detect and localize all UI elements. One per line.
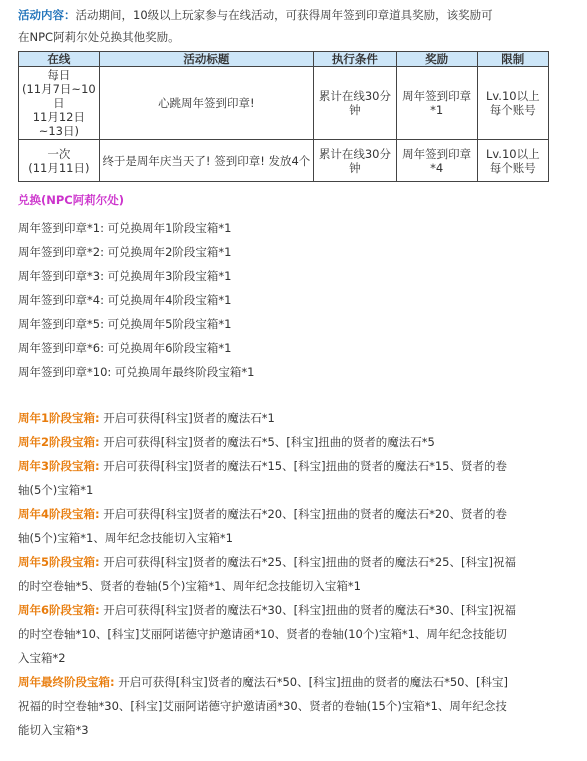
chest-name: 周年3阶段宝箱: — [18, 459, 100, 473]
intro-paragraph — [18, 4, 558, 48]
table-row — [19, 140, 549, 182]
chest-name: 周年1阶段宝箱: — [18, 411, 100, 425]
chest-name: 周年2阶段宝箱: — [18, 435, 100, 449]
chest-name: 周年6阶段宝箱: — [18, 603, 100, 617]
chest-desc: 开启可获得[科宝]贤者的魔法石*25、[科宝]扭曲的贤者的魔法石*25、[科宝]祝福的时空卷轴*5、贤者的卷轴(5个)宝箱*1、周年纪念技能切入宝箱*1 — [18, 555, 516, 593]
chest-desc: 开启可获得[科宝]贤者的魔法石*15、[科宝]扭曲的贤者的魔法石*15、贤者的卷轴(5个)宝箱*1 — [18, 459, 507, 497]
col-header-condition: 执行条件 — [314, 52, 397, 67]
exchange-title: 兑换(NPC阿莉尔处) — [18, 193, 125, 207]
chest-entry — [18, 454, 518, 502]
col-header-limit: 限制 — [477, 52, 548, 67]
cell-condition: 累计在线30分钟 — [314, 67, 397, 140]
cell-online: 每日 (11月7日~10日 11月12日~13日) — [19, 67, 100, 140]
cell-condition: 累计在线30分钟 — [314, 140, 397, 182]
chest-name: 周年最终阶段宝箱: — [18, 675, 115, 689]
cell-title: 心跳周年签到印章! — [99, 67, 313, 140]
exchange-item: 周年签到印章*3: 可兑换周年3阶段宝箱*1 — [18, 269, 232, 283]
chest-desc: 开启可获得[科宝]贤者的魔法石*1 — [99, 411, 275, 425]
intro-label: 活动内容： — [18, 8, 76, 22]
chest-desc: 开启可获得[科宝]贤者的魔法石*20、[科宝]扭曲的贤者的魔法石*20、贤者的卷轴(5个)宝箱*1、周年纪念技能切入宝箱*1 — [18, 507, 507, 545]
exchange-item: 周年签到印章*6: 可兑换周年6阶段宝箱*1 — [18, 341, 232, 355]
col-header-reward: 奖励 — [396, 52, 477, 67]
cell-reward: 周年签到印章*1 — [396, 67, 477, 140]
exchange-item: 周年签到印章*4: 可兑换周年4阶段宝箱*1 — [18, 293, 232, 307]
chest-entry — [18, 670, 518, 742]
cell-limit: Lv.10以上 每个账号 — [477, 140, 548, 182]
table-header-row — [19, 52, 549, 67]
cell-limit: Lv.10以上 每个账号 — [477, 67, 548, 140]
chest-name: 周年4阶段宝箱: — [18, 507, 100, 521]
chest-entry — [18, 598, 518, 670]
chest-entry — [18, 502, 518, 550]
chest-desc: 开启可获得[科宝]贤者的魔法石*50、[科宝]扭曲的贤者的魔法石*50、[科宝]祝福的时空卷轴*30、[科宝]艾丽阿诺德守护邀请函*30、贤者的卷轴(15个)宝箱*1、周年纪念技能切入宝箱*3 — [18, 675, 508, 737]
exchange-item: 周年签到印章*2: 可兑换周年2阶段宝箱*1 — [18, 245, 232, 259]
col-header-title: 活动标题 — [99, 52, 313, 67]
exchange-item: 周年签到印章*1: 可兑换周年1阶段宝箱*1 — [18, 221, 232, 235]
chest-entry — [18, 430, 518, 454]
activity-table — [18, 51, 549, 182]
exchange-item: 周年签到印章*10: 可兑换周年最终阶段宝箱*1 — [18, 365, 255, 379]
chest-name: 周年5阶段宝箱: — [18, 555, 100, 569]
chest-entry — [18, 550, 518, 598]
intro-text-1: 活动期间，10级以上玩家参与在线活动，可获得周年签到印章道具奖励，该奖励可 — [75, 8, 493, 22]
chest-desc: 开启可获得[科宝]贤者的魔法石*30、[科宝]扭曲的贤者的魔法石*30、[科宝]祝福的时空卷轴*10、[科宝]艾丽阿诺德守护邀请函*10、贤者的卷轴(10个)宝箱*1、周年纪念技能切入宝箱*2 — [18, 603, 516, 665]
cell-online: 一次 (11月11日) — [19, 140, 100, 182]
exchange-item: 周年签到印章*5: 可兑换周年5阶段宝箱*1 — [18, 317, 232, 331]
cell-title: 终于是周年庆当天了! 签到印章! 发放4个 — [99, 140, 313, 182]
chest-entry — [18, 406, 518, 430]
col-header-online: 在线 — [19, 52, 100, 67]
intro-text-2: 在NPC阿莉尔处兑换其他奖励。 — [18, 30, 180, 44]
cell-reward: 周年签到印章*4 — [396, 140, 477, 182]
chest-desc: 开启可获得[科宝]贤者的魔法石*5、[科宝]扭曲的贤者的魔法石*5 — [99, 435, 435, 449]
table-row — [19, 67, 549, 140]
